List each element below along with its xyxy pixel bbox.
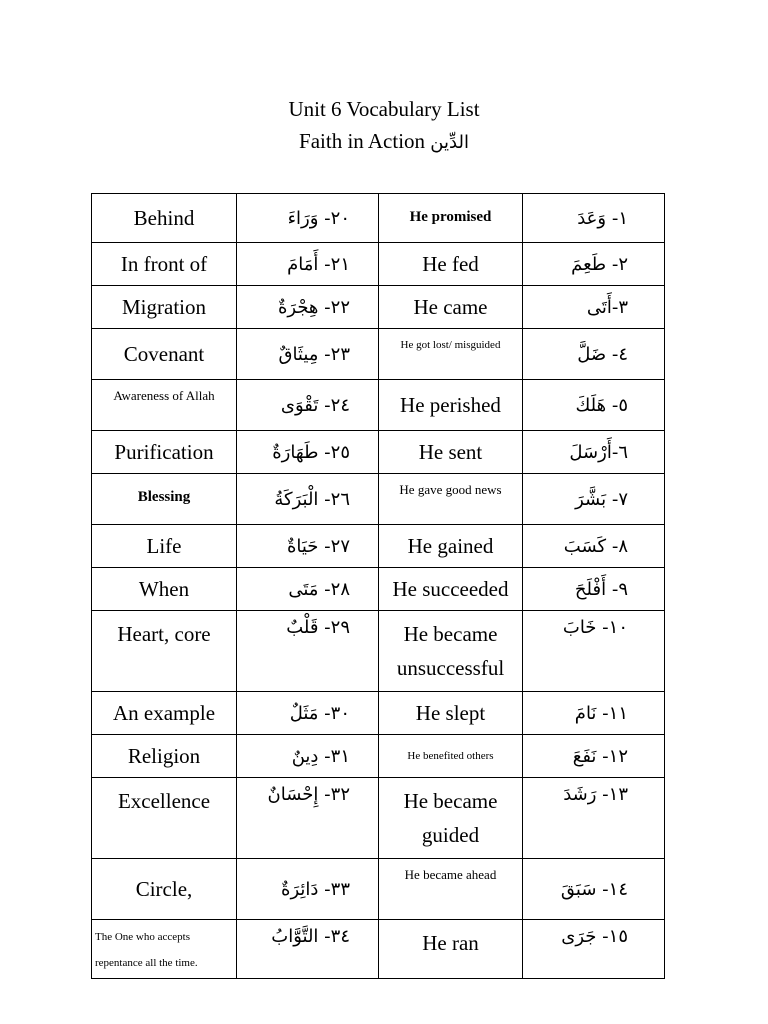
english-meaning-2: The One who accepts repentance all the time. <box>92 920 237 979</box>
table-row <box>92 474 665 525</box>
english-meaning-2: Circle, <box>92 859 237 920</box>
english-meaning-1: He slept <box>379 692 523 735</box>
table-row <box>92 778 665 859</box>
table-row <box>92 243 665 286</box>
english-meaning-1: He sent <box>379 431 523 474</box>
english-meaning-2: An example <box>92 692 237 735</box>
arabic-word-1: ١٢- نَفَعَ <box>523 735 665 778</box>
arabic-word-2: ٣٣- دَائِرَةٌ <box>237 859 379 920</box>
arabic-word-2: ٢٥- طَهَارَةٌ <box>237 431 379 474</box>
arabic-word-2: ٢٨- مَتَى <box>237 568 379 611</box>
english-meaning-2: Heart, core <box>92 611 237 692</box>
english-meaning-2: Covenant <box>92 329 237 380</box>
vocabulary-table <box>91 193 665 979</box>
english-meaning-1: He became ahead <box>379 859 523 920</box>
arabic-word-2: ٣١- دِينٌ <box>237 735 379 778</box>
english-meaning-2: Purification <box>92 431 237 474</box>
arabic-word-1: ٧- بَشَّرَ <box>523 474 665 525</box>
table-row <box>92 380 665 431</box>
arabic-word-2: ٢٦- الْبَرَكَةُ <box>237 474 379 525</box>
arabic-word-1: ١٠- خَابَ <box>523 611 665 692</box>
english-meaning-2: Life <box>92 525 237 568</box>
english-meaning-2: Excellence <box>92 778 237 859</box>
table-row <box>92 286 665 329</box>
english-meaning-1: He ran <box>379 920 523 979</box>
page-subtitle <box>0 126 768 158</box>
arabic-word-2: ٢٣- مِيثَاقٌ <box>237 329 379 380</box>
arabic-word-1: ٤- ضَلَّ <box>523 329 665 380</box>
english-meaning-1: He became guided <box>379 778 523 859</box>
table-row <box>92 859 665 920</box>
arabic-word-2: ٢١- أَمَامَ <box>237 243 379 286</box>
english-meaning-1: He came <box>379 286 523 329</box>
english-meaning-1: He benefited others <box>379 735 523 778</box>
arabic-word-2: ٣٠- مَثَلٌ <box>237 692 379 735</box>
english-meaning-2: Religion <box>92 735 237 778</box>
english-meaning-1: He gave good news <box>379 474 523 525</box>
english-meaning-2: Behind <box>92 194 237 243</box>
english-meaning-1: He got lost/ misguided <box>379 329 523 380</box>
english-meaning-1: He became unsuccessful <box>379 611 523 692</box>
subtitle-arabic: الدِّين <box>430 132 469 153</box>
english-meaning-2: In front of <box>92 243 237 286</box>
english-meaning-1: He fed <box>379 243 523 286</box>
table-row <box>92 692 665 735</box>
arabic-word-1: ١- وَعَدَ <box>523 194 665 243</box>
arabic-word-1: ٩- أَفْلَحَ <box>523 568 665 611</box>
arabic-word-2: ٢٢- هِجْرَةٌ <box>237 286 379 329</box>
arabic-word-2: ٢٠- وَرَاءَ <box>237 194 379 243</box>
arabic-word-1: ١٥- جَرَى <box>523 920 665 979</box>
page-title: Unit 6 Vocabulary List <box>288 97 480 121</box>
arabic-word-1: ١٤- سَبَقَ <box>523 859 665 920</box>
arabic-word-2: ٣٢- إِحْسَانٌ <box>237 778 379 859</box>
english-meaning-2: Blessing <box>92 474 237 525</box>
subtitle-english: Faith in Action <box>299 129 426 153</box>
arabic-word-2: ٢٩- قَلْبٌ <box>237 611 379 692</box>
english-meaning-2: When <box>92 568 237 611</box>
table-row <box>92 329 665 380</box>
english-meaning-1: He promised <box>379 194 523 243</box>
english-meaning-1: He gained <box>379 525 523 568</box>
table-row <box>92 920 665 979</box>
arabic-word-1: ٣-أَتَى <box>523 286 665 329</box>
arabic-word-1: ٦-أَرْسَلَ <box>523 431 665 474</box>
arabic-word-1: ١٣- رَشَدَ <box>523 778 665 859</box>
arabic-word-2: ٣٤- التَّوَّابُ <box>237 920 379 979</box>
arabic-word-1: ٢- طَعِمَ <box>523 243 665 286</box>
arabic-word-1: ١١- نَامَ <box>523 692 665 735</box>
arabic-word-1: ٥- هَلَكَ <box>523 380 665 431</box>
table-row <box>92 611 665 692</box>
arabic-word-2: ٢٧- حَيَاةٌ <box>237 525 379 568</box>
arabic-word-1: ٨- كَسَبَ <box>523 525 665 568</box>
english-meaning-2: Awareness of Allah <box>92 380 237 431</box>
table-row <box>92 431 665 474</box>
english-meaning-1: He perished <box>379 380 523 431</box>
table-row <box>92 194 665 243</box>
table-row <box>92 525 665 568</box>
arabic-word-2: ٢٤- تَقْوَى <box>237 380 379 431</box>
english-meaning-2: Migration <box>92 286 237 329</box>
english-meaning-1: He succeeded <box>379 568 523 611</box>
table-row <box>92 568 665 611</box>
table-row <box>92 735 665 778</box>
